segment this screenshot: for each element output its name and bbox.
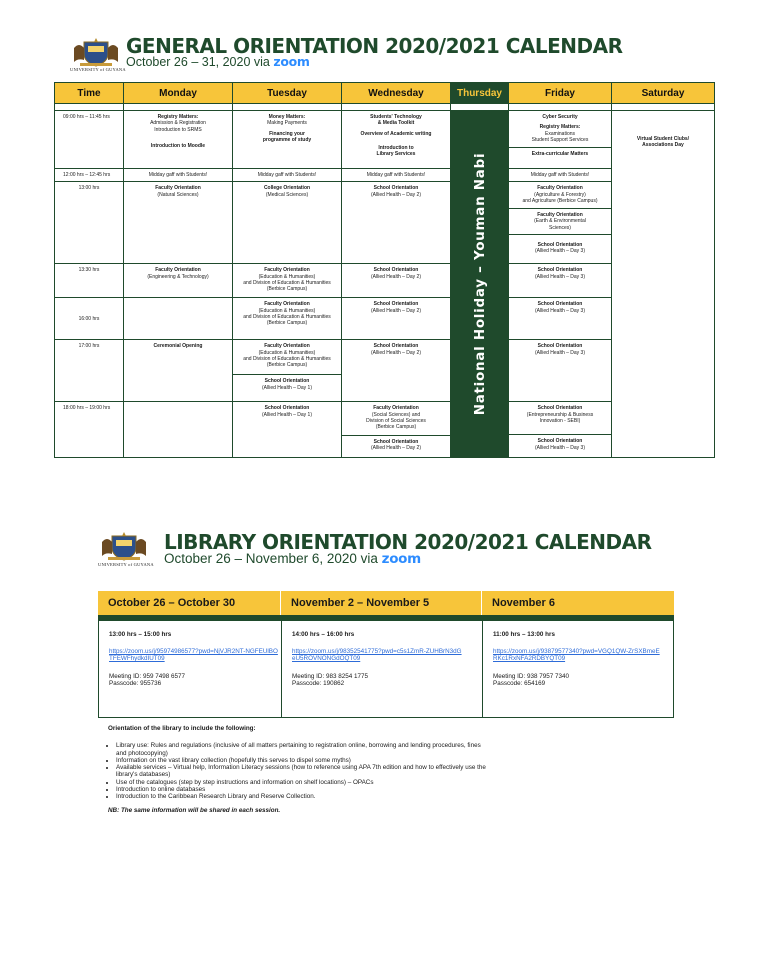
schedule-cell: Midday gaff with Students! bbox=[124, 169, 233, 182]
schedule-cell: School Orientation (Allied Health – Day 2) bbox=[342, 264, 451, 298]
university-crest-logo bbox=[98, 530, 150, 566]
schedule-cell: School Orientation (Allied Health – Day 3) bbox=[509, 340, 612, 402]
list-item: • Introduction to the Caribbean Research Library and Reserve Collection. bbox=[116, 793, 488, 800]
schedule-cell: School Orientation (Allied Health – Day 3) bbox=[509, 264, 612, 298]
library-title: LIBRARY ORIENTATION 2020/2021 CALENDAR bbox=[164, 530, 652, 554]
schedule-cell: Ceremonial Opening bbox=[124, 340, 233, 402]
zoom-logo: zoom bbox=[273, 54, 310, 69]
col-header-friday: Friday bbox=[509, 83, 612, 104]
meeting-id: Meeting ID: 938 7957 7340 bbox=[493, 672, 569, 680]
session-column bbox=[282, 621, 483, 717]
time-cell: 18:00 hrs – 19:00 hrs bbox=[55, 402, 124, 458]
holiday-label: National Holiday – Youman Nabi bbox=[471, 152, 488, 416]
list-item: • Introduction to online databases bbox=[116, 786, 488, 793]
schedule-cell: Registry Matters: Admission & Registration Introduction to SRMS Introduction to Moodle bbox=[124, 111, 233, 169]
zoom-meeting-link[interactable]: https://zoom.us/j/98352541775?pwd=c5s1ZmR-ZUHBrN3dGeU5ROVNONGdOQT09 bbox=[292, 648, 462, 663]
schedule-cell: Midday gaff with Students! bbox=[509, 169, 612, 182]
time-cell: 12:00 hrs – 12:45 hrs bbox=[55, 169, 124, 182]
meeting-id: Meeting ID: 983 8254 1775 bbox=[292, 672, 368, 680]
list-item: • Use of the catalogues (step by step instructions and information on shelf locations) – OPACs bbox=[116, 779, 488, 786]
passcode: Passcode: 955736 bbox=[109, 679, 162, 687]
session-heading: October 26 – October 30 bbox=[98, 591, 281, 615]
schedule-cell: School Orientation (Allied Health – Day 1) bbox=[233, 402, 342, 458]
list-item: • Information on the vast library collection (hopefully this serves to dispel some myths) bbox=[116, 757, 488, 764]
meeting-id: Meeting ID: 959 7498 6577 bbox=[109, 672, 185, 680]
nb-note: NB: The same information will be shared in each session. bbox=[108, 806, 281, 814]
general-subtitle bbox=[126, 54, 310, 69]
col-header-saturday: Saturday bbox=[612, 83, 715, 104]
schedule-cell: School Orientation (Allied Health – Day 2) bbox=[342, 298, 451, 340]
schedule-cell: School Orientation (Entrepreneurship & Business Innovation - SEBI) School Orientation (Allied Health – Day 3) bbox=[509, 402, 612, 458]
schedule-cell: Faculty Orientation (Social Sciences) and Division of Social Sciences (Berbice Campus) School Orientation (Allied Health – Day 2) bbox=[342, 402, 451, 458]
library-schedule-table bbox=[98, 591, 674, 718]
crest-caption: UNIVERSITY of GUYANA bbox=[70, 67, 126, 72]
schedule-cell: College Orientation (Medical Sciences) bbox=[233, 182, 342, 264]
library-notes bbox=[108, 725, 488, 814]
passcode: Passcode: 190862 bbox=[292, 679, 345, 687]
time-cell: 13:30 hrs bbox=[55, 264, 124, 298]
session-time: 13:00 hrs – 15:00 hrs bbox=[109, 631, 172, 638]
schedule-cell: Midday gaff with Students! bbox=[342, 169, 451, 182]
schedule-cell: Faculty Orientation (Natural Sciences) bbox=[124, 182, 233, 264]
zoom-meeting-link[interactable]: https://zoom.us/j/93879577340?pwd=VGQ1QW-ZrSXBmeERKc1RxNFA2RDBYQT09 bbox=[493, 648, 660, 663]
time-cell: 09:00 hrs – 11:45 hrs bbox=[55, 111, 124, 169]
notes-title: Orientation of the library to include the following: bbox=[108, 725, 256, 732]
passcode: Passcode: 654169 bbox=[493, 679, 546, 687]
session-column bbox=[483, 621, 673, 717]
crest-caption: UNIVERSITY of GUYANA bbox=[98, 562, 154, 567]
zoom-meeting-link[interactable]: https://zoom.us/j/95974986577?pwd=NjVJR2NT-NGFEUlBOTFEWFhydkdIUT09 bbox=[109, 648, 278, 663]
col-header-monday: Monday bbox=[124, 83, 233, 104]
time-cell: 17:00 hrs bbox=[55, 340, 124, 402]
schedule-cell: Students' Technology & Media Toolkit Overview of Academic writing Introduction to Library Services bbox=[342, 111, 451, 169]
time-cell: 13:00 hrs bbox=[55, 182, 124, 264]
schedule-cell: Faculty Orientation (Agriculture & Forestry) and Agriculture (Berbice Campus) Faculty Orientation (Earth & Environmental Sciences) School Orientation (Allied Health – Day 3) bbox=[509, 182, 612, 264]
holiday-cell bbox=[451, 111, 509, 458]
schedule-cell: School Orientation (Allied Health – Day 3) bbox=[509, 298, 612, 340]
schedule-cell: Midday gaff with Students! bbox=[233, 169, 342, 182]
zoom-logo: zoom bbox=[381, 551, 421, 567]
col-header-tuesday: Tuesday bbox=[233, 83, 342, 104]
schedule-cell: Faculty Orientation (Engineering & Technology) bbox=[124, 264, 233, 298]
time-cell: 16:00 hrs bbox=[55, 298, 124, 340]
list-item: • Available services – Virtual help, Information Literacy sessions (how to reference using APA 7th edition and how to effectively use the library's databases) bbox=[116, 764, 488, 779]
schedule-cell: School Orientation (Allied Health – Day 2) bbox=[342, 340, 451, 402]
library-subtitle bbox=[164, 551, 421, 567]
general-subtitle-text: October 26 – 31, 2020 via bbox=[126, 55, 270, 69]
session-heading: November 2 – November 5 bbox=[281, 591, 482, 615]
col-header-thursday: Thursday bbox=[451, 83, 509, 104]
schedule-cell bbox=[124, 402, 233, 458]
schedule-cell bbox=[124, 298, 233, 340]
col-header-time: Time bbox=[55, 83, 124, 104]
session-column bbox=[99, 621, 282, 717]
schedule-cell: School Orientation (Allied Health – Day 2) bbox=[342, 182, 451, 264]
schedule-cell: Faculty Orientation (Education & Humanities) and Division of Education & Humanities (Berbice Campus) School Orientation (Allied Health – Day 1) bbox=[233, 340, 342, 402]
col-header-wednesday: Wednesday bbox=[342, 83, 451, 104]
general-title: GENERAL ORIENTATION 2020/2021 CALENDAR bbox=[126, 34, 623, 58]
list-item: • Library use: Rules and regulations (inclusive of all matters pertaining to registration online, borrowing and lending procedures, fines and photocopying) bbox=[116, 742, 488, 757]
schedule-cell: Cyber Security Registry Matters: Examinations Student Support Services Extra-curricular Matters bbox=[509, 111, 612, 169]
saturday-cell: Virtual Student Clubs/ Associations Day bbox=[612, 111, 715, 458]
schedule-cell: Faculty Orientation (Education & Humanities) and Division of Education & Humanities (Berbice Campus) bbox=[233, 264, 342, 298]
session-time: 14:00 hrs – 16:00 hrs bbox=[292, 631, 355, 638]
schedule-cell: Faculty Orientation (Education & Humanities) and Division of Education & Humanities (Berbice Campus) bbox=[233, 298, 342, 340]
notes-list bbox=[108, 742, 488, 800]
schedule-cell: Money Matters: Making Payments Financing your programme of study bbox=[233, 111, 342, 169]
session-heading: November 6 bbox=[482, 591, 674, 615]
general-calendar-table bbox=[54, 82, 715, 458]
session-time: 11:00 hrs – 13:00 hrs bbox=[493, 631, 555, 638]
library-subtitle-text: October 26 – November 6, 2020 via bbox=[164, 551, 378, 566]
